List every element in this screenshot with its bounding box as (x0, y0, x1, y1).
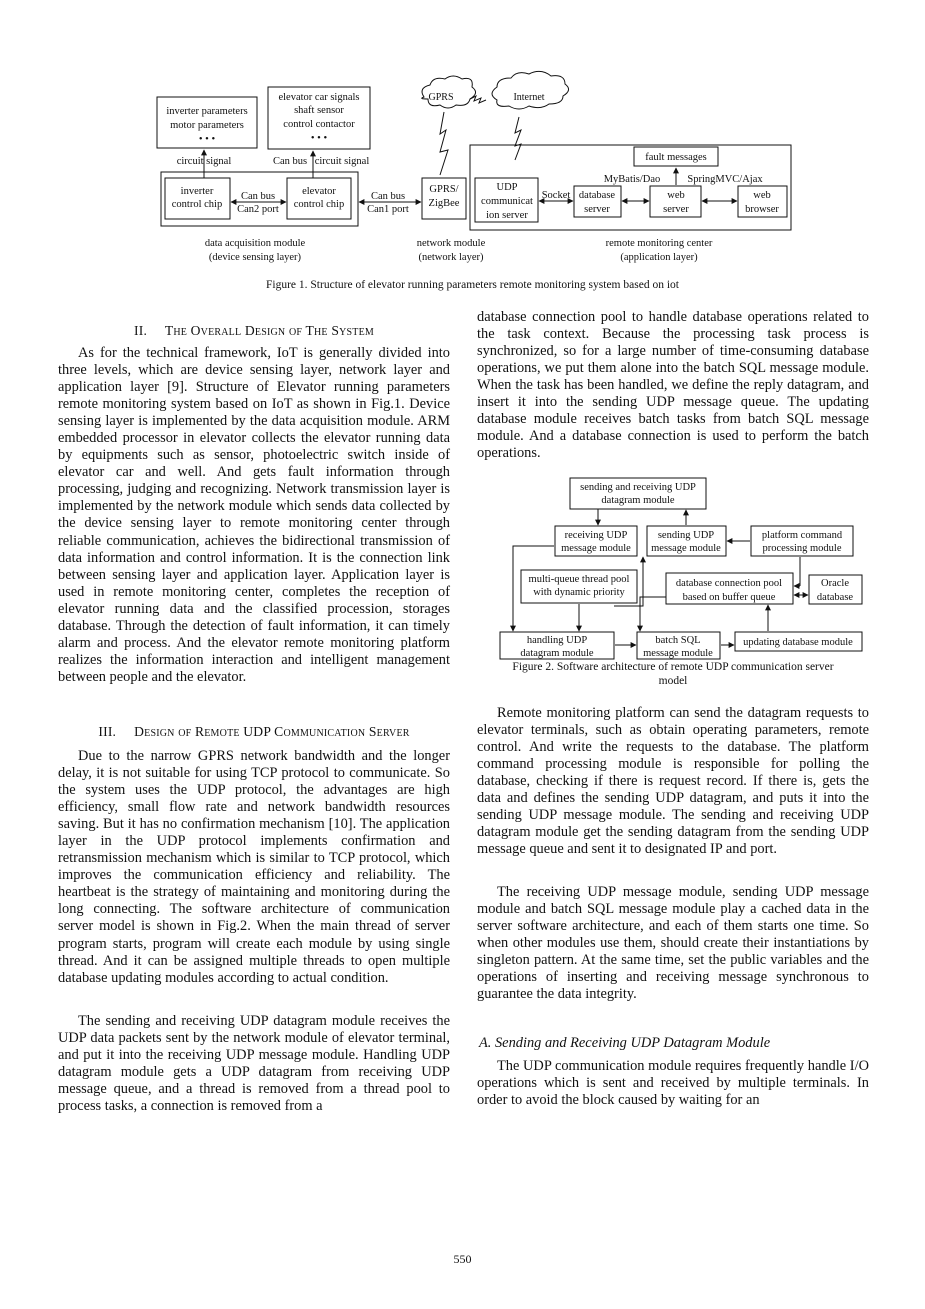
right-remote-paragraph: Remote monitoring platform can send the datagram requests to elevator terminals, such as obtain operating parameters, remote control. And write the requests to the database. The platform command processing module is responsible for polling the database, checking if there is request record. If there is, gets the data and defines the sending UDP datagram, and puts it into the sending UDP message module. The sending and receiving UDP datagram module get the sending datagram from the sending UDP message queue and sent it to designated IP and port. (477, 705, 869, 858)
circuit-signal-right: circuit signal (314, 156, 370, 167)
fault-messages-label: fault messages (645, 152, 707, 163)
internet-cloud-label: Internet (513, 92, 545, 103)
elevator-signals-line2: shaft sensor (294, 105, 344, 116)
right-udp-paragraph: The UDP communication module requires frequently handle I/O operations which is sent and received by multiple terminals. In order to avoid the block caused by waiting for an (477, 1058, 869, 1109)
can1-line1: Can bus (370, 191, 406, 202)
module-dam-line1: data acquisition module (204, 238, 306, 249)
udp-server-line3: ion server (486, 210, 528, 221)
right-top-paragraph: database connection pool to handle database operations related to the task context. Because the processing task process is synchronized, so for a large number of time-consuming database operations, we put them alone into the batch SQL message module. When the task has been handled, we define the reply datagram, and insert it into the sending UDP message queue. The updating database module receives batch tasks from batch SQL message module. And a database connection is used to perform the batch operations. (477, 309, 869, 462)
page-number: 550 (453, 1252, 472, 1266)
udp-server-line2: communicat (481, 196, 533, 207)
module-net-line2: (network layer) (418, 252, 484, 263)
oracle-box (809, 575, 862, 604)
batch-line2: message module (643, 648, 713, 659)
receiving-box (555, 526, 637, 556)
batch-box (637, 632, 720, 659)
internet-cloud (492, 71, 569, 109)
right-udp-body (477, 1058, 869, 1109)
inverter-chip-line2: control chip (171, 199, 223, 210)
subsection-a-heading: A. Sending and Receiving UDP Datagram Module (479, 1035, 771, 1051)
batch-line1: batch SQL (655, 635, 701, 646)
elevator-chip-line1: elevator (302, 186, 336, 197)
send-recv-line2: datagram module (601, 495, 675, 506)
mybatis-label: MyBatis/Dao (603, 174, 661, 185)
web-browser-line2: browser (745, 204, 779, 215)
elevator-chip-line2: control chip (293, 199, 345, 210)
section-2-title: The Overall Design of The System (164, 323, 374, 338)
section-3-heading (58, 724, 450, 740)
inverter-params-dots: • • • (198, 134, 216, 145)
inverter-params-line1: inverter parameters (166, 106, 248, 117)
multiqueue-box (521, 570, 637, 603)
socket-label: Socket (541, 190, 571, 201)
oracle-line2: database (816, 592, 854, 603)
platform-line1: platform command (761, 530, 843, 541)
multiqueue-line1: multi-queue thread pool (528, 574, 630, 585)
lightning-gprs (440, 112, 448, 175)
can2-line1: Can bus (240, 191, 276, 202)
handling-line1: handling UDP (526, 635, 588, 646)
dbpool-line2: based on buffer queue (682, 592, 776, 603)
updating-box (735, 632, 862, 651)
figure-2-caption (477, 660, 869, 688)
web-browser-line1: web (753, 190, 771, 201)
dbpool-box (666, 573, 793, 604)
section-3-number: III. (98, 724, 117, 739)
gprs-zigbee-line1: GPRS/ (429, 184, 459, 195)
module-dam-line2: (device sensing layer) (208, 252, 302, 263)
receiving-line2: message module (561, 543, 631, 554)
can-bus-top: Can bus (272, 156, 308, 167)
database-server-line2: server (584, 204, 610, 215)
inverter-params-line2: motor parameters (170, 120, 244, 131)
send-recv-box (570, 478, 706, 509)
elevator-signals-line1: elevator car signals (278, 92, 360, 103)
multiqueue-line2: with dynamic priority (533, 587, 625, 598)
right-top-body (477, 309, 869, 462)
database-server-line1: database (578, 190, 616, 201)
section-3-paragraph-2: The sending and receiving UDP datagram module receives the UDP data packets sent by the network module of elevator terminal, and put it into the receiving UDP message module. Handling UDP datagram module gets a UDP datagram from receiving UDP message queue, and a thread is removed from a thread pool to process tasks, a connection is removed from a (58, 1013, 450, 1115)
section-3-title: Design of Remote UDP Communication Server (134, 724, 410, 739)
elevator-signals-dots: • • • (310, 133, 328, 144)
dbpool-line1: database connection pool (675, 578, 783, 589)
right-receiving-body (477, 884, 869, 1003)
elevator-signals-line3: control contactor (283, 119, 355, 130)
handling-line2: datagram module (520, 648, 594, 659)
can2-line2: Can2 port (237, 204, 279, 215)
udp-server-line1: UDP (496, 182, 518, 193)
gprs-zigbee-line2: ZigBee (428, 198, 460, 209)
module-net-line1: network module (416, 238, 486, 249)
right-remote-body (477, 705, 869, 858)
section-2-body (58, 345, 450, 686)
inverter-chip-line1: inverter (180, 186, 214, 197)
section-2-number: II. (134, 323, 148, 338)
figure-2-caption-line2: model (658, 675, 688, 687)
platform-line2: processing module (762, 543, 842, 554)
oracle-line1: Oracle (821, 578, 849, 589)
gprs-cloud-label: GPRS (428, 92, 454, 103)
updating-label: updating database module (743, 637, 853, 648)
lightning-internet (515, 117, 521, 160)
section-2-paragraph: As for the technical framework, IoT is generally divided into three levels, which are device sensing layer, network layer and application layer [9]. Structure of Elevator running parameters remote monitoring system based on IoT as shown in Fig.1. Device sensing layer is implemented by the data acquisition module. ARM embedded processor in elevator collects the elevator running data by equipments such as sensor, photoelectric switch inside of elevator car and well. And gets fault information through processing, judging and recognizing. Network transmission layer is implemented by the network module which sends data collected by the device sensing layer to remote monitoring center through reliable communication, achieves the bidirectional transmission of data information and control information. It is the connection link between sensing layer and application layer. Application layer is used in remote monitoring center, completes the reception of elevator running data and the classified procession, storages database. Through the detection of fault information, it can timely alarm and process. And the elevator remote monitoring platform realizes the information interaction and intelligent management between people and the elevator. (58, 345, 450, 685)
module-rmc-line2: (application layer) (620, 252, 698, 263)
module-rmc-line1: remote monitoring center (605, 238, 713, 249)
handling-box (500, 632, 614, 659)
web-server-line1: web (667, 190, 685, 201)
springmvc-label: SpringMVC/Ajax (687, 174, 763, 185)
can1-line2: Can1 port (367, 204, 409, 215)
platform-box (751, 526, 853, 556)
send-recv-line1: sending and receiving UDP (580, 482, 696, 493)
web-server-line2: server (663, 204, 689, 215)
figure-1-diagram (0, 0, 925, 300)
sending-line2: message module (651, 543, 721, 554)
section-2-heading (58, 323, 450, 339)
figure-1-caption: Figure 1. Structure of elevator running parameters remote monitoring system based on iot (266, 279, 679, 291)
section-3-body-2 (58, 1013, 450, 1115)
figure-2-caption-line1: Figure 2. Software architecture of remote UDP communication server (512, 661, 834, 673)
circuit-signal-left: circuit signal (176, 156, 232, 167)
section-3-body (58, 748, 450, 987)
section-3-paragraph-1: Due to the narrow GPRS network bandwidth and the longer delay, it is not suitable for using TCP protocol to communicate. So the system uses the UDP protocol, the advantages are high efficiency, small flow rate and network bandwidth resources saving. But it has no confirmation mechanism [10]. The application layer in the UDP protocol implements confirmation and retransmission mechanism which is similar to TCP protocol, which improves the communication efficiency and reliability. The heartbeat is the strategy of maintaining and monitoring during the long connecting. The software architecture of communication server model is shown in Fig.2. When the main thread of server program starts, program will create each module by using single thread. And it can be assigned multiple threads to open multiple database updating modules according to actual condition. (58, 748, 450, 986)
receiving-line1: receiving UDP (564, 530, 628, 541)
sending-line1: sending UDP (657, 530, 715, 541)
right-receiving-paragraph: The receiving UDP message module, sending UDP message module and batch SQL message module play a cached data in the server software architecture, and each of them starts one time. So when other modules use them, should create their instantiations by singleton pattern. At the same time, set the public variables and the operations of inserting and receiving message synchronous to guarantee the data integrity. (477, 884, 869, 1003)
sending-box (647, 526, 726, 556)
